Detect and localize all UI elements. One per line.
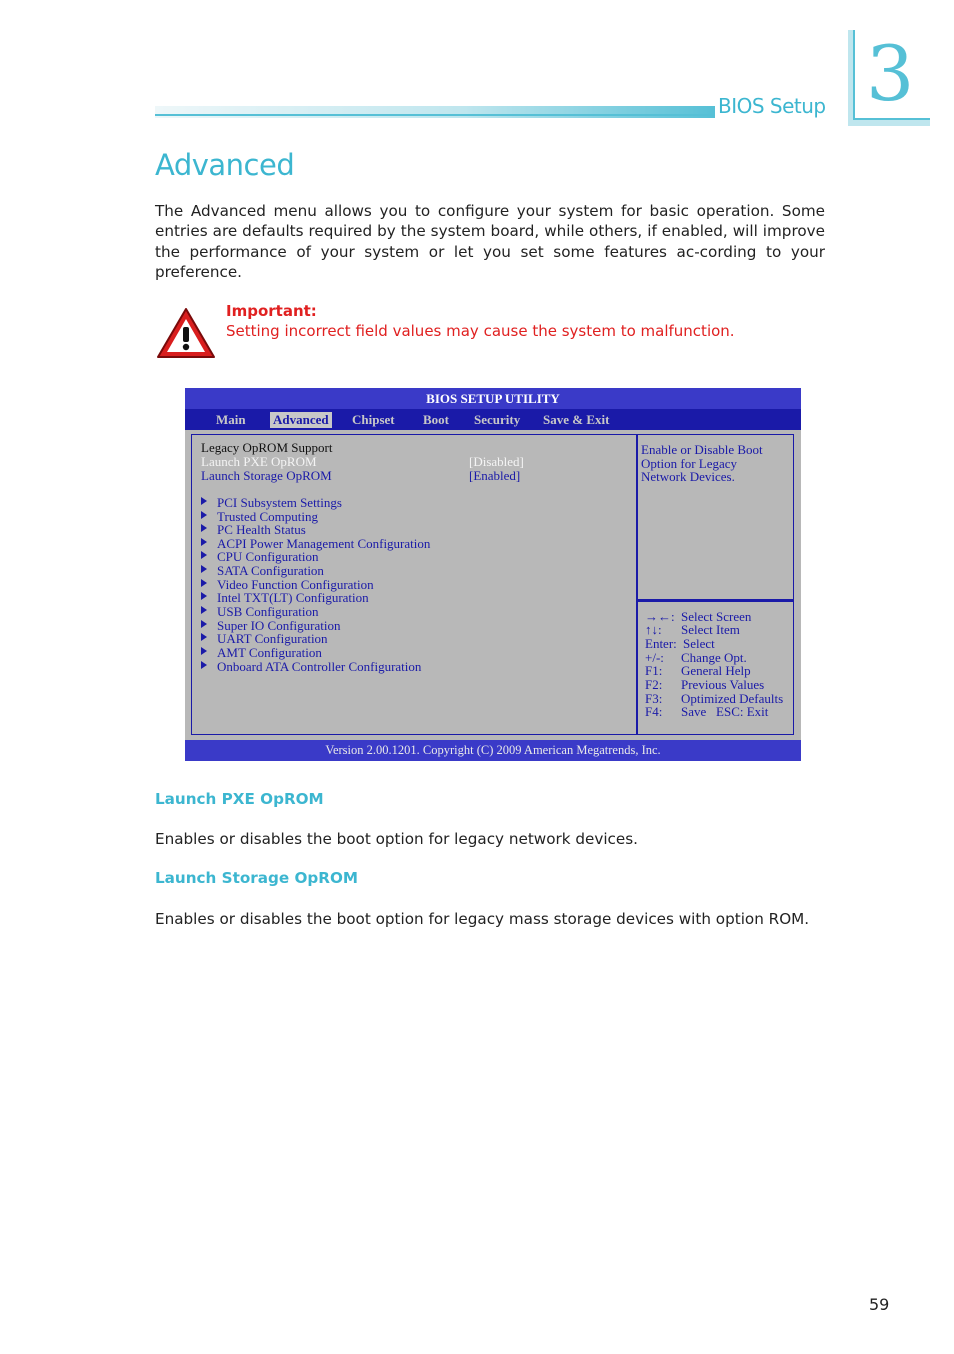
page-title: Advanced [155, 148, 295, 182]
bios-submenu-item[interactable]: USB Configuration [217, 604, 319, 619]
bios-tab-security[interactable]: Security [474, 412, 521, 427]
submenu-arrow-icon [201, 647, 207, 655]
submenu-arrow-icon [201, 497, 207, 505]
bios-footer-bar: Version 2.00.1201. Copyright (C) 2009 American Megatrends, Inc. [185, 740, 801, 761]
submenu-arrow-icon [201, 551, 207, 559]
bios-screenshot [185, 388, 801, 761]
page-number: 59 [869, 1295, 890, 1314]
bios-key-action: Change Opt. [681, 650, 747, 665]
bios-submenu-item[interactable]: PC Health Status [217, 522, 306, 537]
important-title: Important: [226, 302, 317, 320]
bios-keys-panel [637, 600, 794, 735]
bios-key-action: Save ESC: Exit [681, 704, 769, 719]
bios-submenu-item[interactable]: AMT Configuration [217, 645, 322, 660]
bios-submenu-item[interactable]: ACPI Power Management Configuration [217, 536, 431, 551]
section-heading-pxe: Launch PXE OpROM [155, 790, 324, 808]
bios-option-storage-oprom[interactable]: Launch Storage OpROM [201, 468, 332, 483]
bios-key: F3: [645, 691, 663, 706]
bios-main-panel [191, 434, 637, 735]
bios-submenu-item[interactable]: Video Function Configuration [217, 577, 374, 592]
submenu-arrow-icon [201, 661, 207, 669]
chapter-number: 3 [866, 29, 915, 118]
section-text-pxe: Enables or disables the boot option for legacy network devices. [155, 830, 638, 848]
bios-help-line: Network Devices. [641, 469, 735, 484]
bios-submenu-item[interactable]: Onboard ATA Controller Configuration [217, 659, 422, 674]
bios-help-line: Enable or Disable Boot [641, 442, 763, 457]
section-text-storage: Enables or disables the boot option for legacy mass storage devices with option ROM. [155, 910, 810, 928]
important-text: Setting incorrect field values may cause the system to malfunction. [226, 322, 735, 340]
bios-tab-chipset[interactable]: Chipset [352, 412, 395, 427]
header-gradient-bar [155, 106, 715, 118]
bios-key-action: Select Screen [681, 609, 752, 624]
bios-key: +/-: [645, 650, 664, 665]
bios-key: Enter: [645, 636, 677, 651]
intro-paragraph: The Advanced menu allows you to configure your system for basic operation. Some entries are defaults required by the system board, while others, if enabled, will improve the performance of your system or let you set some features ac-cording to your preference. [155, 202, 825, 282]
bios-tab-advanced[interactable]: Advanced [270, 412, 332, 428]
bios-key: F1: [645, 663, 663, 678]
bios-submenu-item[interactable]: PCI Subsystem Settings [217, 495, 342, 510]
warning-triangle-icon [156, 307, 216, 360]
bios-submenu-item[interactable]: Super IO Configuration [217, 618, 341, 633]
bios-key-action: Select Item [681, 622, 740, 637]
submenu-arrow-icon [201, 511, 207, 519]
bios-submenu-item[interactable]: Intel TXT(LT) Configuration [217, 590, 369, 605]
bios-tab-save-exit[interactable]: Save & Exit [543, 412, 610, 427]
bios-option-pxe-oprom[interactable]: Launch PXE OpROM [201, 454, 317, 469]
header-section-label: BIOS Setup [718, 94, 826, 118]
submenu-arrow-icon [201, 592, 207, 600]
bios-key-action: General Help [681, 663, 751, 678]
submenu-arrow-icon [201, 579, 207, 587]
bios-menu-bar [185, 409, 801, 430]
submenu-arrow-icon [201, 538, 207, 546]
submenu-arrow-icon [201, 565, 207, 573]
bios-tab-boot[interactable]: Boot [423, 412, 449, 427]
section-heading-storage: Launch Storage OpROM [155, 869, 358, 887]
bios-key: →←: [645, 609, 675, 624]
bios-title-bar: BIOS SETUP UTILITY [185, 388, 801, 409]
bios-submenu-item[interactable]: CPU Configuration [217, 549, 319, 564]
submenu-arrow-icon [201, 633, 207, 641]
bios-value-storage-oprom[interactable]: [Enabled] [469, 468, 521, 483]
submenu-arrow-icon [201, 620, 207, 628]
bios-tab-main[interactable]: Main [216, 412, 246, 427]
bios-option-legacy-oprom: Legacy OpROM Support [201, 440, 333, 455]
bios-submenu-item[interactable]: Trusted Computing [217, 509, 319, 524]
bios-submenu-item[interactable]: SATA Configuration [217, 563, 324, 578]
submenu-arrow-icon [201, 524, 207, 532]
bios-key-action: Optimized Defaults [681, 691, 784, 706]
bios-value-pxe-oprom[interactable]: [Disabled] [469, 454, 524, 469]
bios-help-line: Option for Legacy [641, 456, 738, 471]
bios-help-panel [637, 434, 794, 600]
bios-key-action: Previous Values [681, 677, 765, 692]
bios-key: ↑↓: [645, 622, 662, 637]
bios-key: F2: [645, 677, 663, 692]
bios-key: F4: [645, 704, 663, 719]
bios-submenu-item[interactable]: UART Configuration [217, 631, 328, 646]
submenu-arrow-icon [201, 606, 207, 614]
bios-key-action: Select [683, 636, 715, 651]
